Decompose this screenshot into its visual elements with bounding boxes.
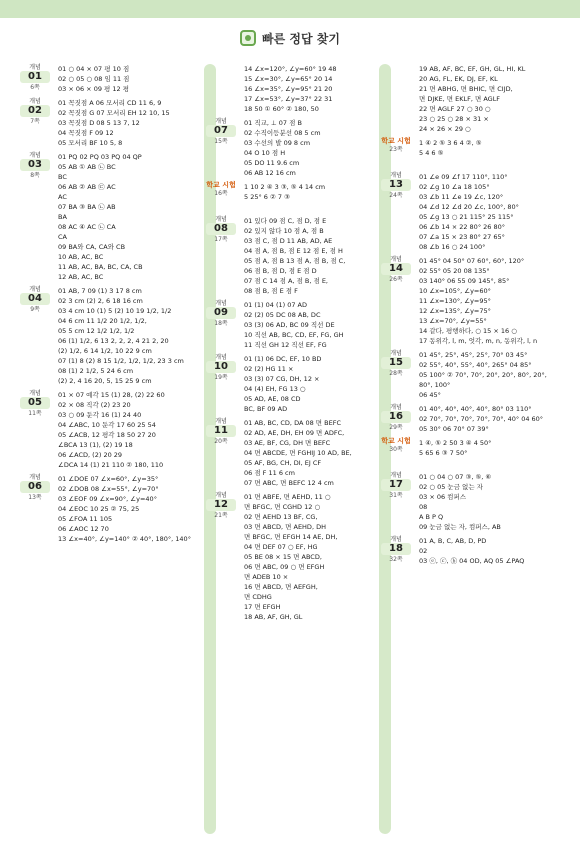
answer-lines — [244, 216, 378, 296]
answer-line: 02 ∠DOB 08 ∠x=55°, ∠y=70° — [58, 485, 159, 493]
page-header — [0, 18, 580, 58]
answer-section — [381, 472, 567, 532]
section-type: 개념 — [215, 118, 227, 125]
answer-line: 08 — [419, 503, 428, 511]
answer-line: 14 같다, 평행하다, ○ 15 × 16 ○ — [419, 327, 517, 335]
answer-line: 80°, 100° — [419, 381, 451, 389]
answer-line: 03 × 06 컴퍼스 — [419, 493, 467, 501]
answer-line: 01 ○ 04 × 07 평 10 짐 — [58, 65, 130, 73]
section-type: 개념 — [215, 492, 227, 499]
answer-line: 01 40°, 40°, 40°, 40°, 80° 03 110° — [419, 405, 532, 413]
answer-line: 08 ∠b 16 ○ 24 100° — [419, 243, 486, 251]
section-page: 7쪽 — [30, 118, 40, 125]
answer-line: 01 × 07 예각 15 (1) 28, (2) 22 60 — [58, 391, 165, 399]
section-page: 20쪽 — [214, 438, 228, 445]
section-label — [206, 300, 236, 328]
answer-lines — [244, 182, 378, 202]
answer-section — [381, 536, 567, 566]
answer-section — [20, 98, 202, 148]
answer-line: 01 있다 09 점 C, 점 D, 점 E — [244, 217, 327, 225]
answer-line: 1 ④ 2 ⑤ 3 6 4 ②, ⑤ — [419, 139, 482, 147]
answer-section — [20, 474, 202, 544]
section-page: 11쪽 — [28, 410, 42, 417]
section-page: 8쪽 — [30, 172, 40, 179]
answer-line: 03 × 06 × 09 평 12 평 — [58, 85, 129, 93]
section-page: 30쪽 — [389, 446, 403, 453]
section-page: 15쪽 — [214, 138, 228, 145]
answer-line: 02 ∠g 10 ∠a 18 105° — [419, 183, 490, 191]
answer-line: 면 ADEB 10 × — [244, 573, 289, 581]
answer-line: 02 70°, 70°, 70°, 70°, 70°, 40° 04 60° — [419, 415, 544, 423]
answer-line: 01 ∠DOE 07 ∠x=60°, ∠y=35° — [58, 475, 159, 483]
answer-line: 09 눈금 없는 자, 컴퍼스, AB — [419, 523, 501, 531]
answer-line: 01 ∠e 09 ∠f 17 110°, 110° — [419, 173, 508, 181]
answer-line: 04 O 10 점 H — [244, 149, 286, 157]
section-type: 개념 — [29, 286, 41, 293]
answer-line: 04 ∠ABC, 10 둔각 17 60 25 54 — [58, 421, 156, 429]
answer-lines — [58, 286, 202, 386]
answer-line: 02 55°, 40°, 55°, 40°, 265° 04 85° — [419, 361, 532, 369]
answer-line: 02 55° 05 20 08 135° — [419, 267, 490, 275]
answer-lines — [419, 536, 567, 566]
section-label — [20, 390, 50, 418]
answer-line: 01 꼭짓점 A 06 모서리 CD 11 6, 9 — [58, 99, 162, 107]
section-label — [381, 404, 411, 432]
section-page: 9쪽 — [30, 306, 40, 313]
answer-section — [381, 256, 567, 346]
answer-section — [206, 300, 378, 350]
section-type: 학교 시험 — [381, 437, 411, 445]
answer-line: 14 ∠x=120°, ∠y=60° 19 48 — [244, 65, 337, 73]
answer-lines — [244, 418, 378, 488]
section-number: 08 — [206, 223, 236, 235]
section-number: 17 — [381, 479, 411, 491]
answer-line: 05 점 A, 점 B 13 점 A, 점 B, 점 C, — [244, 257, 346, 265]
answer-line: 01 면 ABFE, 면 AEHD, 11 ○ — [244, 493, 331, 501]
answer-line: 06 면 ABC, 09 ○ 면 EFGH — [244, 563, 325, 571]
answer-line: 01 AB, 7 09 (1) 3 17 8 cm — [58, 287, 142, 295]
top-band — [0, 0, 580, 18]
answer-line: 07 점 C 14 점 A, 점 B, 점 E, — [244, 277, 329, 285]
answer-line: 02 수직이등분선 08 5 cm — [244, 129, 321, 137]
answer-line: 10 직선 AB, BC, CD, EF, FG, GH — [244, 331, 344, 339]
answer-lines — [244, 492, 378, 622]
answer-line: BC — [58, 173, 67, 181]
answer-section — [20, 286, 202, 386]
section-number: 04 — [20, 293, 50, 305]
section-number: 14 — [381, 263, 411, 275]
answer-lines — [244, 118, 378, 178]
answer-line: (2) 1/2, 6 14 1/2, 10 22 9 cm — [58, 347, 152, 355]
section-number: 15 — [381, 357, 411, 369]
answer-line: ∠BCA 13 (1), (2) 19 18 — [58, 441, 133, 449]
answer-line: 13 ∠x=70°, ∠y=55° — [419, 317, 487, 325]
answer-lines — [419, 350, 567, 400]
answer-section — [206, 182, 378, 212]
answer-column-3 — [381, 64, 567, 834]
answer-line: CA — [58, 233, 67, 241]
answer-line: 10 ∠x=105°, ∠y=60° — [419, 287, 491, 295]
answer-lines — [419, 172, 567, 252]
answer-line: 01 45° 04 50° 07 60°, 60°, 120° — [419, 257, 525, 265]
answer-line: 07 BA ③ BA ㉡ AB — [58, 203, 116, 211]
answer-line: 11 직선 GH 12 직선 EF, FG — [244, 341, 327, 349]
answer-line: BC, BF 09 AD — [244, 405, 288, 413]
answer-lines — [58, 152, 202, 282]
answer-line: 01 (1) 04 (1) 07 AD — [244, 301, 308, 309]
answer-line: 02 — [419, 547, 428, 555]
answer-line: 12 AB, AC, BC — [58, 273, 104, 281]
answer-line: 05 모서리 BF 10 5, 8 — [58, 139, 123, 147]
answer-line: 06 (1) 1/2, 6 13 2, 2, 2, 4 21 2, 20 — [58, 337, 169, 345]
section-label — [20, 98, 50, 126]
answer-line: 5 65 6 ③ 7 50° — [419, 449, 468, 457]
answer-section — [381, 438, 567, 468]
section-label — [206, 354, 236, 382]
answer-line: 05 BE 08 × 15 면 ABCD, — [244, 553, 322, 561]
answer-section — [381, 172, 567, 252]
section-type: 학교 시험 — [206, 181, 236, 189]
answer-line: 02 면 AEHD 13 BF, CG, — [244, 513, 318, 521]
answer-line: 07 (1) 8 (2) 8 15 1/2, 1/2, 1/2, 23 3 cm — [58, 357, 184, 365]
answer-line: 12 ∠x=135°, ∠y=75° — [419, 307, 491, 315]
answer-line: 06 점 B, 점 D, 점 E 점 D — [244, 267, 317, 275]
answer-line: 02 ○ 05 눈금 없는 자 — [419, 483, 483, 491]
answer-line: 04 면 ABCDE, 면 FGHIJ 10 AD, BE, — [244, 449, 352, 457]
section-label — [206, 216, 236, 244]
answer-line: 04 6 cm 11 1/2 20 1/2, 1/2, — [58, 317, 147, 325]
answer-line: 04 ∠EOC 10 25 ② 75, 25 — [58, 505, 140, 513]
section-page: 19쪽 — [214, 374, 228, 381]
answer-line: 02 3 cm (2) 2, 6 18 16 cm — [58, 297, 143, 305]
answer-line: 17 동위각, l, m, 엇각, m, n, 동위각, l, n — [419, 337, 538, 345]
section-number: 06 — [20, 481, 50, 493]
section-page: 21쪽 — [214, 512, 228, 519]
answer-line: 05 100° ② 70°, 70°, 20°, 20°, 80°, 20°, — [419, 371, 547, 379]
section-number: 01 — [20, 71, 50, 83]
answer-line: 06 점 F 11 6 cm — [244, 469, 295, 477]
answer-line: 03 (3) 07 CG, DH, 12 × — [244, 375, 320, 383]
section-label — [381, 256, 411, 284]
section-type: 개념 — [29, 474, 41, 481]
answer-line: 03 꼭짓점 D 08 5 13 7, 12 — [58, 119, 140, 127]
answer-line: 24 × 26 × 29 ○ — [419, 125, 471, 133]
answer-lines — [244, 300, 378, 350]
answer-lines — [58, 64, 202, 94]
section-type: 개념 — [29, 98, 41, 105]
section-type: 개념 — [390, 256, 402, 263]
answer-section — [381, 350, 567, 400]
section-type: 개념 — [215, 216, 227, 223]
answer-line: 06 ∠AOC 12 70 — [58, 525, 109, 533]
answer-line: (2) 2, 4 16 20, 5, 15 25 9 cm — [58, 377, 152, 385]
answer-section — [206, 354, 378, 414]
answer-line: 22 면 AGLF 27 ○ 30 ○ — [419, 105, 491, 113]
answer-line: 면 CDHG — [244, 593, 272, 601]
answer-line: 03 140° 06 55 09 145°, 85° — [419, 277, 510, 285]
answer-line: 02 꼭짓점 G 07 모서리 EH 12 10, 15 — [58, 109, 170, 117]
answer-line: 05 ∠FOA 11 105 — [58, 515, 113, 523]
section-type: 개념 — [215, 418, 227, 425]
answer-line: 11 AB, AC, BA, BC, CA, CB — [58, 263, 143, 271]
answer-line: 02 ○ 05 ○ 08 임 11 짐 — [58, 75, 130, 83]
section-page: 31쪽 — [389, 492, 403, 499]
answer-line: 18 50 ① 60° ② 180, 50 — [244, 105, 319, 113]
answer-line: 06 AB ② AB ㉢ AC — [58, 183, 116, 191]
section-type: 개념 — [390, 172, 402, 179]
answer-line: 08 점 B, 점 E 점 F — [244, 287, 298, 295]
answer-line: 06 ∠ACD, (2) 20 29 — [58, 451, 123, 459]
answer-line: 04 ∠d 12 ∠d 20 ∠c, 100°, 80° — [419, 203, 519, 211]
section-page: 32쪽 — [389, 556, 403, 563]
answer-line: 08 AC ④ AC ㉡ CA — [58, 223, 116, 231]
answer-line: 01 (1) 06 DC, EF, 10 BD — [244, 355, 322, 363]
answer-section — [206, 118, 378, 178]
section-type: 개념 — [29, 152, 41, 159]
answer-line: 03 ⓔ, ⓒ, ⓑ 04 OD, AQ 05 ∠PAQ — [419, 557, 525, 565]
section-number: 13 — [381, 179, 411, 191]
answer-line: 05 DO 11 9.6 cm — [244, 159, 300, 167]
section-type: 개념 — [215, 354, 227, 361]
answer-line: 01 A, B, C, AB, D, PD — [419, 537, 487, 545]
section-number: 09 — [206, 307, 236, 319]
answer-line: 05 5 cm 12 1/2 1/2, 1/2 — [58, 327, 135, 335]
answer-line: 23 ○ 25 ○ 28 × 31 × — [419, 115, 489, 123]
answer-lines — [58, 390, 202, 470]
answer-line: 면 BFGC, 면 CGHD 12 ○ — [244, 503, 321, 511]
section-label — [20, 64, 50, 92]
answer-line: 04 (4) EH, FG 13 ○ — [244, 385, 306, 393]
section-label — [206, 118, 236, 146]
answer-line: 02 (2) HG 11 × — [244, 365, 294, 373]
answer-line: 03 ∠EOF 09 ∠x=90°, ∠y=40° — [58, 495, 157, 503]
answer-line: 21 면 ABHG, 면 BHIC, 면 CIJD, — [419, 85, 513, 93]
section-label — [381, 438, 411, 454]
answer-line: 01 PQ 02 PQ 03 PQ 04 QP — [58, 153, 142, 161]
answer-lines — [419, 256, 567, 346]
section-page: 26쪽 — [389, 276, 403, 283]
section-label — [20, 474, 50, 502]
answer-line: ∠DCA 14 (1) 21 110 ② 180, 110 — [58, 461, 164, 469]
answer-line: 03 점 C, 점 D 11 AB, AD, AE — [244, 237, 333, 245]
answer-line: 1 10 2 ④ 3 ③, ⑤ 4 14 cm — [244, 183, 326, 191]
answer-line: 03 면 ABCD, 면 AEHD, DH — [244, 523, 326, 531]
answer-section — [20, 152, 202, 282]
section-page: 23쪽 — [389, 146, 403, 153]
answer-line: 면 DJKE, 면 EKLF, 면 AGLF — [419, 95, 501, 103]
answer-line: A B P Q — [419, 513, 444, 521]
answer-line: 04 꼭짓점 F 09 12 — [58, 129, 114, 137]
section-number: 11 — [206, 425, 236, 437]
answer-line: 03 AE, BF, CG, DH 면 BEFC — [244, 439, 331, 447]
section-type: 개념 — [390, 404, 402, 411]
answer-lines — [58, 98, 202, 148]
answer-line: 16 ∠x=35°, ∠y=95° 21 20 — [244, 85, 333, 93]
answer-line: 05 ∠g 13 ○ 21 115° 25 115° — [419, 213, 514, 221]
section-number: 02 — [20, 105, 50, 117]
section-page: 29쪽 — [389, 424, 403, 431]
answer-line: 01 45°, 25°, 45°, 25°, 70° 03 45° — [419, 351, 528, 359]
answer-line: 1 ④, ⑤ 2 50 3 ④ 4 50° — [419, 439, 492, 447]
answer-line: 15 ∠x=30°, ∠y=65° 20 14 — [244, 75, 333, 83]
section-label — [381, 536, 411, 564]
section-number: 16 — [381, 411, 411, 423]
section-page: 18쪽 — [214, 320, 228, 327]
section-type: 개념 — [390, 536, 402, 543]
answer-line: 04 면 DEF 07 ○ EF, HG — [244, 543, 318, 551]
answer-line: 03 수선의 발 09 8 cm — [244, 139, 311, 147]
answer-line: 05 AB ① AB ㉡ BC — [58, 163, 116, 171]
answer-line: 11 ∠x=130°, ∠y=95° — [419, 297, 491, 305]
section-number: 18 — [381, 543, 411, 555]
section-label — [381, 172, 411, 200]
section-label — [381, 138, 411, 154]
answer-line: 07 ∠a 15 × 23 80° 27 65° — [419, 233, 505, 241]
answer-line: 06 ∠b 14 × 22 80° 26 80° — [419, 223, 505, 231]
answer-line: 02 있지 않다 10 점 A, 점 B — [244, 227, 324, 235]
answer-section — [381, 404, 567, 434]
section-page: 24쪽 — [389, 192, 403, 199]
answer-line: 05 30° 06 70° 07 39° — [419, 425, 489, 433]
answer-line: 02 (2) 05 DC 08 AB, DC — [244, 311, 321, 319]
section-page: 17쪽 — [214, 236, 228, 243]
answer-line: 02 × 08 직각 (2) 23 20 — [58, 401, 131, 409]
answer-line: 03 (3) 06 AD, BC 09 직선 DE — [244, 321, 335, 329]
section-number: 07 — [206, 125, 236, 137]
answer-line: 01 AB, BC, CD, DA 08 면 BEFC — [244, 419, 341, 427]
answer-line: 06 AB 12 16 cm — [244, 169, 296, 177]
answer-line: 5 4 6 ⑤ — [419, 149, 444, 157]
answer-line: 04 점 A, 점 B, 점 E 12 점 E, 점 H — [244, 247, 343, 255]
section-label — [381, 350, 411, 378]
answer-line: 17 면 EFGH — [244, 603, 281, 611]
answer-section — [206, 216, 378, 296]
section-number: 10 — [206, 361, 236, 373]
section-page: 28쪽 — [389, 370, 403, 377]
answer-line: 01 직교, ⊥ 07 점 B — [244, 119, 302, 127]
answer-section — [206, 64, 378, 114]
answer-line: 07 면 ABC, 면 BEFC 12 4 cm — [244, 479, 334, 487]
answer-line: AC — [58, 193, 67, 201]
section-number: 12 — [206, 499, 236, 511]
answer-line: 08 (1) 2 1/2, 5 24 6 cm — [58, 367, 134, 375]
section-label — [20, 286, 50, 314]
answer-section — [381, 64, 567, 134]
section-label — [381, 472, 411, 500]
answer-line: 18 AB, AF, GH, GL — [244, 613, 303, 621]
answer-line: 05 AF, BG, CH, DI, EJ CF — [244, 459, 322, 467]
section-label — [206, 492, 236, 520]
robot-icon — [240, 30, 256, 46]
answer-lines — [244, 354, 378, 414]
section-label — [206, 418, 236, 446]
section-page: 6쪽 — [30, 84, 40, 91]
answer-section — [206, 492, 378, 622]
answer-line: 01 ○ 04 ○ 07 ③, ⑤, ⑥ — [419, 473, 492, 481]
answer-line: 03 4 cm 10 (1) 5 (2) 10 19 1/2, 1/2 — [58, 307, 172, 315]
answer-lines — [419, 138, 567, 158]
section-number: 05 — [20, 397, 50, 409]
section-type: 학교 시험 — [381, 137, 411, 145]
answer-line: 09 BA와 CA, CA와 CB — [58, 243, 126, 251]
answer-line: 19 AB, AF, BC, EF, GH, GL, HI, KL — [419, 65, 526, 73]
answer-lines — [244, 64, 378, 114]
answer-line: 16 면 ABCD, 면 AEFGH, — [244, 583, 318, 591]
answer-section — [20, 64, 202, 94]
section-page: 16쪽 — [214, 190, 228, 197]
answer-lines — [58, 474, 202, 544]
answer-section — [381, 138, 567, 168]
answer-line: 06 45° — [419, 391, 441, 399]
section-type: 개념 — [29, 390, 41, 397]
answer-line: 13 ∠x=40°, ∠y=140° ② 40°, 180°, 140° — [58, 535, 191, 543]
section-label — [20, 152, 50, 180]
section-type: 개념 — [29, 64, 41, 71]
answer-lines — [419, 472, 567, 532]
section-type: 개념 — [390, 350, 402, 357]
answer-line: 02 AD, AE, DH, EH 09 면 ADFC, — [244, 429, 345, 437]
section-type: 개념 — [215, 300, 227, 307]
answer-line: 03 ∠b 11 ∠e 19 ∠c, 120° — [419, 193, 504, 201]
answer-line: 면 BFGC, 면 EFGH 14 AE, DH, — [244, 533, 338, 541]
section-label — [206, 182, 236, 198]
answer-line: BA — [58, 213, 67, 221]
answer-column-2 — [206, 64, 378, 834]
answer-line: 05 ∠ACB, 12 평각 18 50 27 20 — [58, 431, 156, 439]
answer-section — [206, 418, 378, 488]
answer-section — [20, 390, 202, 470]
answer-lines — [419, 64, 567, 134]
answer-line: 05 AD, AE, 08 CD — [244, 395, 301, 403]
section-page: 13쪽 — [28, 494, 42, 501]
answer-lines — [419, 404, 567, 434]
section-number: 03 — [20, 159, 50, 171]
answer-line: 10 AB, AC, BC — [58, 253, 104, 261]
answer-line: 17 ∠x=53°, ∠y=37° 22 31 — [244, 95, 333, 103]
answer-column-1 — [20, 64, 202, 834]
section-type: 개념 — [390, 472, 402, 479]
answer-line: 03 ○ 09 둔각 16 (1) 24 40 — [58, 411, 142, 419]
page-title: 빠른 정답 찾기 — [262, 31, 340, 46]
answer-lines — [419, 438, 567, 458]
answer-line: 20 AG, FL, EK, DJ, EF, KL — [419, 75, 498, 83]
answer-line: 5 25° 6 ② 7 ③ — [244, 193, 290, 201]
